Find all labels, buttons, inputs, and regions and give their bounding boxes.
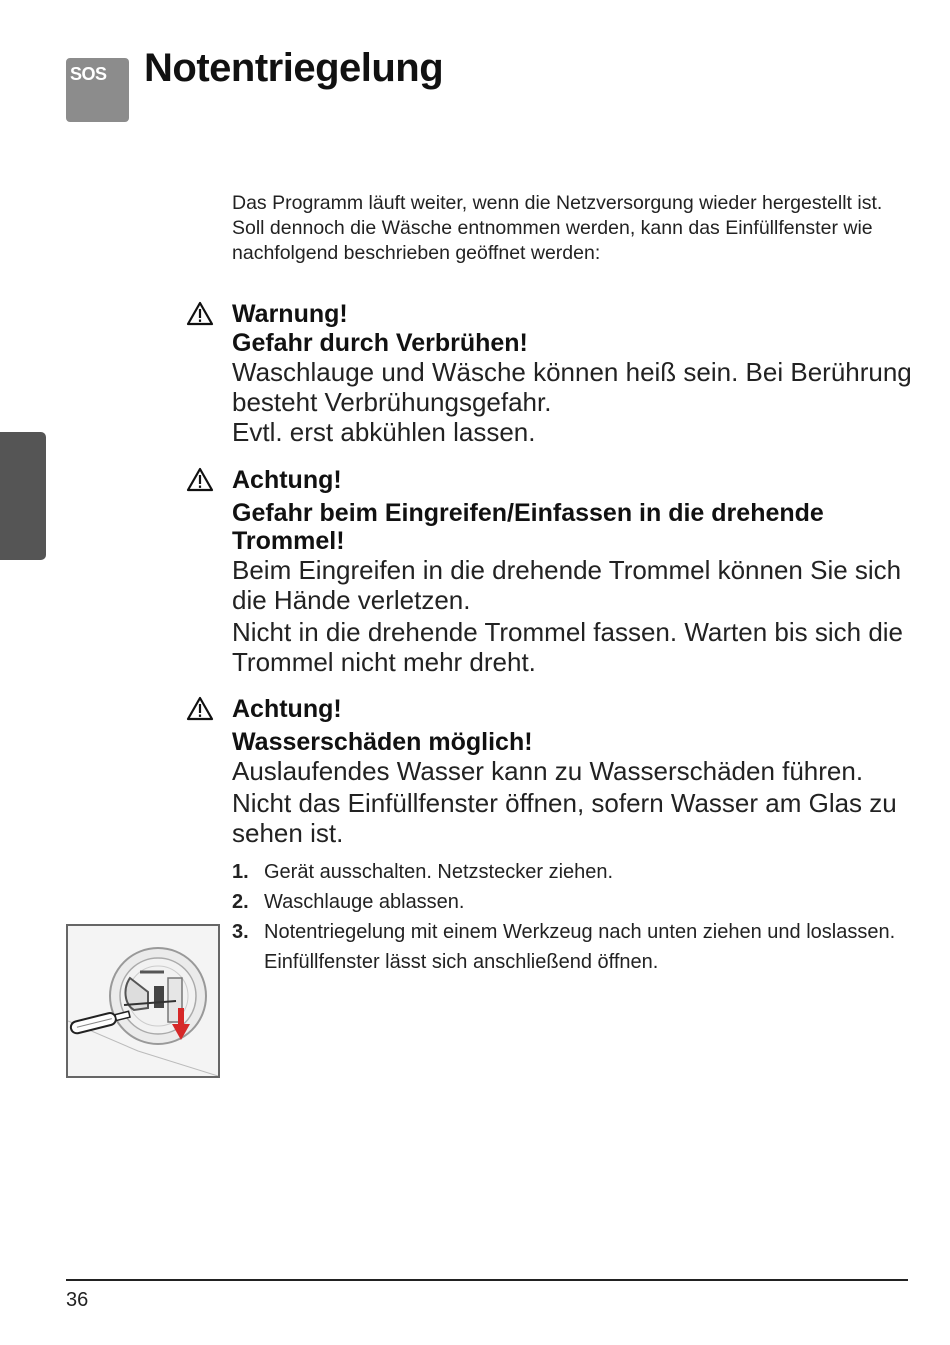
- page-title: Notentriegelung: [144, 46, 444, 90]
- warning-heading: Warnung!: [232, 300, 348, 328]
- sos-badge-label: SOS: [70, 64, 107, 84]
- warning-text: Auslaufendes Wasser kann zu Wasserschäden führen.: [232, 756, 864, 786]
- step-number: 1.: [232, 861, 249, 883]
- warning-block-drum: [232, 465, 912, 677]
- page-number: 36: [66, 1289, 89, 1311]
- instruction-steps: [232, 860, 902, 975]
- sos-badge: [66, 58, 129, 122]
- warning-subheading: Gefahr beim Eingreifen/Einfassen in die drehende Trommel!: [232, 499, 824, 555]
- footer-divider: [66, 1279, 908, 1281]
- emergency-release-illustration: [66, 924, 220, 1078]
- step-note: Einfüllfenster lässt sich anschließend öffnen.: [264, 951, 659, 973]
- warning-heading: Achtung!: [232, 695, 342, 723]
- warning-block-scalding: [232, 299, 912, 447]
- step-text: Waschlauge ablassen.: [264, 891, 465, 913]
- warning-text: Nicht in die drehende Trommel fassen. Warten bis sich die Trommel nicht mehr dreht.: [232, 617, 904, 677]
- warning-triangle-icon: [186, 301, 214, 326]
- step-item: [232, 890, 902, 915]
- step-number: 2.: [232, 891, 249, 913]
- warning-text: Waschlauge und Wäsche können heiß sein. Bei Berührung besteht Verbrühungsgefahr.: [232, 357, 912, 417]
- step-text: Notentriegelung mit einem Werkzeug nach unten ziehen und loslassen.: [264, 921, 896, 943]
- intro-paragraph: Das Programm läuft weiter, wenn die Netzversorgung wieder hergestellt ist. Soll dennoch die Wäsche entnommen werden, kann das Einfüllfenster wie nachfolgend beschrieben geöffnet werden:: [232, 192, 883, 264]
- chapter-tab-marker: [0, 432, 46, 560]
- step-item: [232, 860, 902, 885]
- warning-triangle-icon: [186, 696, 214, 721]
- screwdriver-emergency-release-icon: [68, 926, 218, 1076]
- warning-text: Nicht das Einfüllfenster öffnen, sofern Wasser am Glas zu sehen ist.: [232, 788, 897, 848]
- warning-heading: Achtung!: [232, 466, 342, 494]
- warning-triangle-icon: [186, 467, 214, 492]
- step-number: 3.: [232, 921, 249, 943]
- step-text: Gerät ausschalten. Netzstecker ziehen.: [264, 861, 614, 883]
- warning-subheading: Wasserschäden möglich!: [232, 728, 533, 756]
- warning-subheading: Gefahr durch Verbrühen!: [232, 329, 528, 357]
- warning-text: Beim Eingreifen in die drehende Trommel können Sie sich die Hände verletzen.: [232, 555, 902, 615]
- step-item: [232, 920, 902, 945]
- warning-block-water-damage: [232, 694, 912, 848]
- warning-text: Evtl. erst abkühlen lassen.: [232, 417, 536, 447]
